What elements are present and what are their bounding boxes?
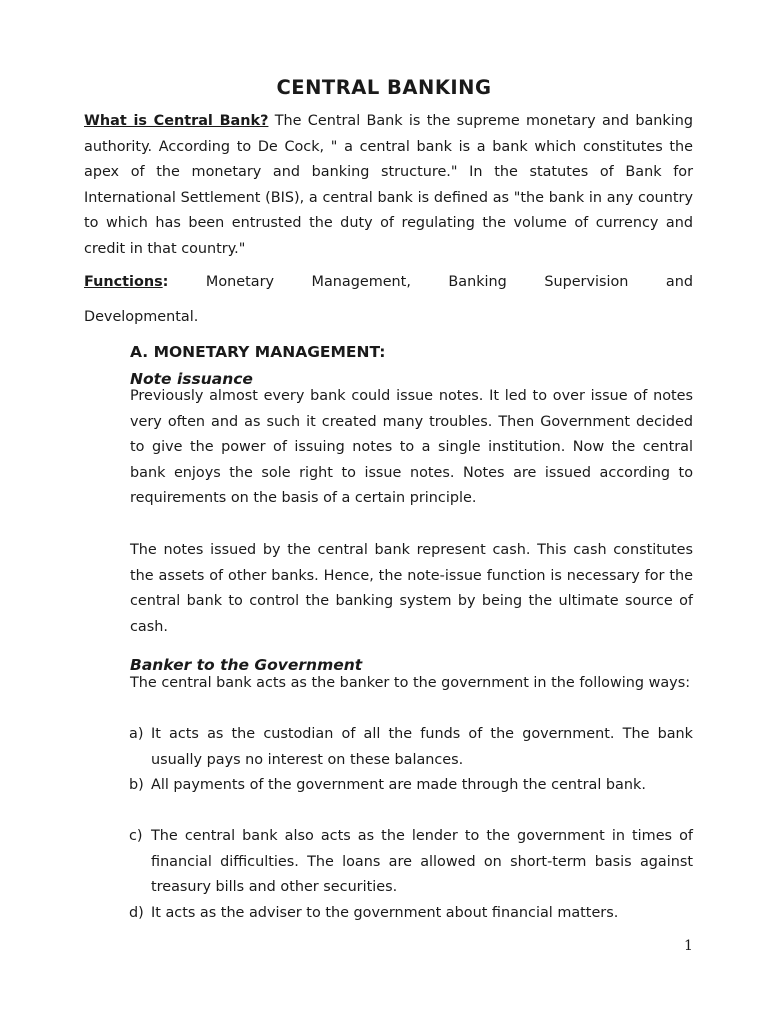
intro-text: The Central Bank is the supreme monetary and banking authority. According to De Cock, " a central bank is a bank which constitutes the apex of the monetary and banking structure." In the statutes of Bank for International Settlement (BIS), a central bank is defined as "the bank in any country to which has been entrusted the duty of regulating the volume of currency and credit in that country."	[84, 113, 694, 257]
intro-lead: What is Central Bank?	[84, 113, 269, 129]
list-item	[129, 824, 693, 901]
banker-to-government-heading: Banker to the Government	[130, 656, 363, 674]
functions-lead: Functions	[84, 274, 163, 290]
note-issuance-heading: Note issuance	[130, 370, 253, 388]
intro-paragraph	[84, 109, 693, 262]
list-marker: c)	[129, 828, 143, 844]
banker-to-government-intro: The central bank acts as the banker to the government in the following ways:	[130, 675, 691, 691]
functions-continuation: Developmental.	[84, 309, 199, 325]
page-title: CENTRAL BANKING	[276, 76, 492, 99]
list-marker: d)	[129, 905, 144, 921]
page-number: 1	[684, 938, 693, 954]
list-marker: a)	[129, 726, 144, 742]
functions-colon: :	[162, 274, 169, 290]
functions-text: Monetary Management, Banking Supervision and	[168, 274, 693, 290]
list-item	[129, 722, 693, 773]
list-marker: b)	[129, 777, 144, 793]
note-issuance-paragraph-2: The notes issued by the central bank represent cash. This cash constitutes the assets of other banks. Hence, the note-issue function is necessary for the central bank to control the banking system by being the ultimate source of cash.	[130, 542, 693, 635]
section-a-heading: A. MONETARY MANAGEMENT:	[130, 343, 386, 361]
list-item	[129, 773, 693, 799]
list-item-text: The central bank also acts as the lender to the government in times of financial difficulties. The loans are allowed on short-term basis against treasury bills and other securities.	[151, 828, 693, 895]
list-item	[129, 901, 693, 927]
note-issuance-paragraph-1: Previously almost every bank could issue notes. It led to over issue of notes very often and as such it created many troubles. Then Government decided to give the power of issuing notes to a single institution. Now the central bank enjoys the sole right to issue notes. Notes are issued according to requirements on the basis of a certain principle.	[130, 388, 693, 506]
functions-paragraph	[84, 270, 693, 296]
list-item-text: It acts as the adviser to the government about financial matters.	[151, 905, 619, 921]
list-item-text: It acts as the custodian of all the funds of the government. The bank usually pays no interest on these balances.	[151, 726, 693, 768]
list-item-text: All payments of the government are made through the central bank.	[151, 777, 646, 793]
